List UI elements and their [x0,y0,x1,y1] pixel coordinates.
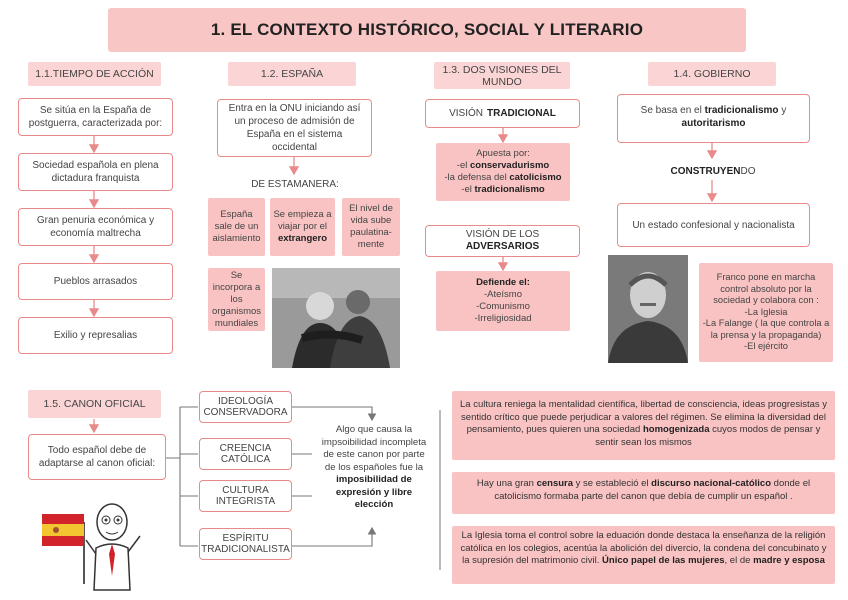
col1-item-4: Pueblos arrasados [18,263,173,300]
vision-adversarios-box [425,225,580,257]
vision-tradicional-pre: VISIÓN [449,108,483,119]
construyendo-label: CONSTRUYENDO [670,166,756,177]
header-tiempo-accion: 1.1.TIEMPO DE ACCIÓN [28,62,161,86]
franco-item-1: -La Iglesia [744,306,788,317]
col1-item-1: Se sitúa en la España de postguerra, caracterizada por: [18,98,173,136]
apuesta-item-2: -la defensa del catolicismo [444,172,562,183]
col2-box-aislamiento: España sale de un aislamiento [208,198,265,256]
canon-item-creencia: CREENCIA CATÓLICA [199,438,292,470]
col2-box-viajar-text: Se empieza a viajar por el [273,209,332,232]
canon-item-cultura: CULTURA INTEGRISTA [199,480,292,512]
vision-adversarios-bold: ADVERSARIOS [465,241,540,252]
header-dos-visiones: 1.3. DOS VISIONES DEL MUNDO [434,62,570,89]
col2-connector: DE ESTAMANERA: [251,179,339,190]
vision-adversarios-pre: VISIÓN DE LOS [465,229,540,240]
col1-item-2: Sociedad española en plena dictadura franquista [18,153,173,191]
franco-item-2: -La Falange ( la que controla a la prensa y la propaganda) [702,318,830,340]
apuesta-box [436,143,570,201]
franco-item-3: -El ejército [744,341,788,352]
defiende-item-1: -Ateísmo [483,289,522,300]
estado-confesional: Un estado confesional y nacionalista [617,203,810,247]
franco-text: Franco pone en marcha control absoluto por la sociedad y colabora con : [713,272,819,306]
paragraph-censura: Hay una gran censura y se estableció el discurso nacional-católico donde el catolicismo formaba parte del canon que debía de cumplir un español . [452,472,835,514]
col1-item-3: Gran penuria económica y economía maltrecha [18,208,173,246]
col2-box-nivel-vida: El nivel de vida sube paulatina-mente [342,198,400,256]
photo-illustration [272,268,400,368]
col2-box-organismos: Se incorpora a los organismos mundiales [208,268,265,331]
col2-intro: Entra en la ONU iniciando así un proceso de admisión de España en el sistema occidental [217,99,372,157]
apuesta-item-3: -el tradicionalismo [461,184,545,195]
flag-figure-illustration [40,492,170,592]
col2-box-viajar-bold: extrangero [277,233,328,244]
canon-intro: Todo español debe de adaptarse al canon oficial: [28,434,166,480]
defiende-box [436,271,570,331]
canon-item-espiritu: ESPÍRITU TRADICIONALISTA [199,528,292,560]
defiende-title: Defiende el: [476,277,530,288]
header-espana: 1.2. ESPAÑA [228,62,356,86]
header-gobierno: 1.4. GOBIERNO [648,62,776,86]
franco-box [699,263,833,362]
paragraph-iglesia: La Iglesia toma el control sobre la eduación donde destaca la enseñanza de la religión católica en los colegios, acentúa la abolición del divercio, la condena del concubinato y la supresión del matrimonio civil. Único papel de las mujeres, el de madre y esposa [452,526,835,584]
apuesta-title: Apuesta por: [476,148,530,159]
page-title: 1. EL CONTEXTO HISTÓRICO, SOCIAL Y LITERARIO [108,8,746,52]
defiende-item-2: -Comunismo [476,301,530,312]
defiende-item-3: -Irreligiosidad [474,313,532,324]
canon-item-ideologia: IDEOLOGÍA CONSERVADORA [199,391,292,423]
branch-lines [166,407,198,546]
col2-box-viajar [270,198,335,256]
canon-center-text: Algo que causa la impsoibilidad incompleta de este canon por parte de los españoles fue la imposibilidad de expresión y libre elección [321,424,427,510]
header-canon-oficial: 1.5. CANON OFICIAL [28,390,161,418]
gobierno-intro: Se basa en el tradicionalismo y autoritarismo [617,94,810,143]
paragraph-cultura: La cultura reniega la mentalidad científica, libertad de consciencia, ideas progresistas y sentido crítico que puede perjudicar a valores del régimen. Se elimina la diversidad del pensamiento, pues quieren una sociedad homogenizada cuyos modos de pensar y sentir sean los mismos [452,391,835,460]
portrait-illustration [608,255,688,363]
col1-item-5: Exilio y represalias [18,317,173,354]
cartoon-spain-flag [40,492,170,592]
franco-portrait [608,255,688,363]
apuesta-item-1: -el conservadurismo [456,160,550,171]
vision-tradicional-bold: TRADICIONAL [487,108,556,119]
vision-tradicional-box [425,99,580,128]
historical-photo [272,268,400,368]
